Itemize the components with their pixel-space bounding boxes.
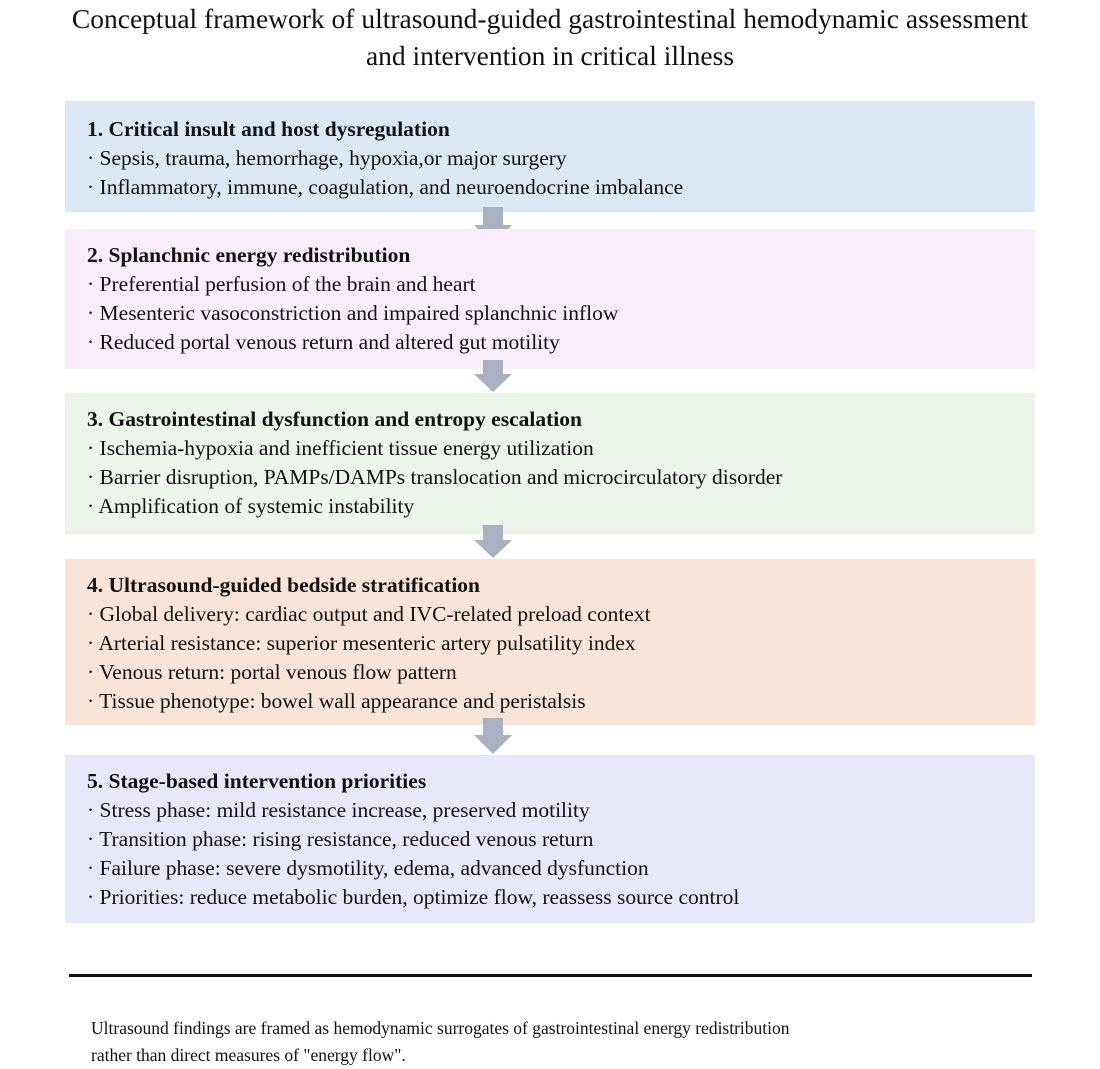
down-arrow-icon	[474, 525, 512, 558]
stage-2-item: · Reduced portal venous return and altered gut motility	[87, 330, 560, 354]
stage-1-item: · Sepsis, trauma, hemorrhage, hypoxia,or major surgery	[87, 146, 567, 170]
stage-box-1	[65, 101, 1035, 212]
stage-box-3	[65, 393, 1035, 534]
stage-5-item: · Failure phase: severe dysmotility, edema, advanced dysfunction	[87, 856, 649, 880]
stage-5-heading: 5. Stage-based intervention priorities	[87, 769, 427, 793]
stage-2-item: · Mesenteric vasoconstriction and impaired splanchnic inflow	[87, 301, 619, 325]
stage-2-item: · Preferential perfusion of the brain and heart	[87, 272, 476, 296]
stage-box-5	[65, 755, 1035, 923]
stage-5-item: · Stress phase: mild resistance increase, preserved motility	[87, 798, 590, 822]
stage-3-item: · Barrier disruption, PAMPs/DAMPs translocation and microcirculatory disorder	[87, 465, 783, 489]
figure-title	[0, 0, 1100, 74]
footnote	[91, 1015, 1051, 1069]
stage-box-4	[65, 559, 1035, 725]
stage-4-item: · Global delivery: cardiac output and IVC-related preload context	[87, 602, 651, 626]
stage-3-heading: 3. Gastrointestinal dysfunction and entropy escalation	[87, 407, 582, 431]
stage-4-item: · Venous return: portal venous flow pattern	[87, 660, 457, 684]
stage-3-item: · Amplification of systemic instability	[87, 494, 415, 518]
stage-5-item: · Priorities: reduce metabolic burden, optimize flow, reassess source control	[87, 885, 740, 909]
figure-title-line-1: Conceptual framework of ultrasound-guided gastrointestinal hemodynamic assessment	[71, 3, 1029, 34]
footnote-line-1: Ultrasound findings are framed as hemodynamic surrogates of gastrointestinal energy redistribution	[91, 1018, 790, 1038]
stage-5-item: · Transition phase: rising resistance, reduced venous return	[87, 827, 594, 851]
down-arrow-icon	[474, 360, 512, 392]
stage-4-item: · Arterial resistance: superior mesenteric artery pulsatility index	[87, 631, 636, 655]
stage-3-item: · Ischemia-hypoxia and inefficient tissue energy utilization	[87, 436, 594, 460]
stage-1-heading: 1. Critical insult and host dysregulation	[87, 117, 450, 141]
figure-title-line-2: and intervention in critical illness	[365, 40, 735, 71]
stage-2-heading: 2. Splanchnic energy redistribution	[87, 243, 411, 267]
stage-box-2	[65, 229, 1035, 369]
down-arrow-icon	[474, 718, 512, 754]
stage-4-heading: 4. Ultrasound-guided bedside stratification	[87, 573, 481, 597]
stage-1-item: · Inflammatory, immune, coagulation, and neuroendocrine imbalance	[87, 175, 684, 199]
divider-rule	[69, 974, 1032, 977]
footnote-line-2: rather than direct measures of "energy flow".	[91, 1045, 406, 1065]
stage-4-item: · Tissue phenotype: bowel wall appearance and peristalsis	[87, 689, 586, 713]
